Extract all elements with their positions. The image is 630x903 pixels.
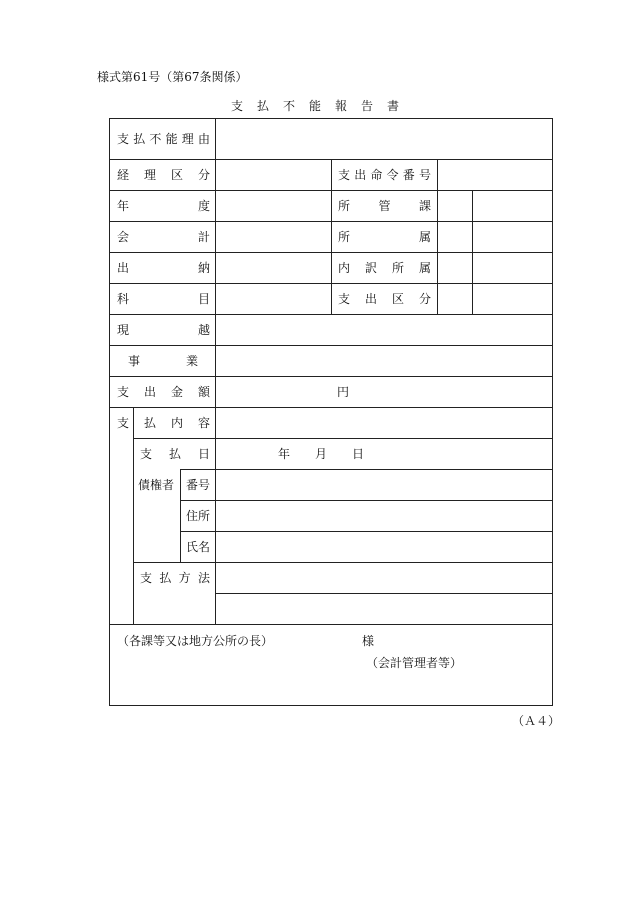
reason-field[interactable] [216, 120, 552, 159]
amount-unit: 円 [337, 385, 350, 399]
expenditure-division-code-field[interactable] [438, 284, 472, 314]
affiliation-name-field[interactable] [473, 222, 552, 252]
accounting-division-field[interactable] [216, 160, 331, 190]
form-number: 様式第61号（第67条関係） [97, 70, 248, 84]
label-breakdown-affiliation: 内 訳 所 属 [338, 261, 431, 275]
label-expenditure-order-number: 支 出 命 令 番 号 [338, 168, 431, 182]
affiliation-code-field[interactable] [438, 222, 472, 252]
label-revenue-expenditure: 出 納 [117, 261, 210, 275]
breakdown-name-field[interactable] [473, 253, 552, 283]
addressee-label: （各課等又は地方公所の長） [117, 634, 274, 648]
label-creditor-name: 氏名 [186, 540, 211, 554]
creditor-name-field[interactable] [216, 532, 552, 562]
payment-amount-field[interactable] [216, 377, 552, 407]
project-field[interactable] [216, 346, 552, 376]
revenue-expenditure-field[interactable] [216, 253, 331, 283]
label-payment-method: 支 払 方 法 [140, 571, 210, 585]
date-day-label: 日 [352, 447, 365, 461]
payment-date-field[interactable] [216, 439, 552, 469]
label-creditor-address: 住所 [186, 509, 211, 523]
label-affiliation: 所 属 [338, 230, 431, 244]
expenditure-division-name-field[interactable] [473, 284, 552, 314]
label-creditor-number: 番号 [186, 478, 211, 492]
document-title: 支 払 不 能 報 告 書 [230, 99, 400, 113]
label-current-fund: 現 越 [117, 323, 210, 337]
label-account: 会 計 [117, 230, 210, 244]
breakdown-code-field[interactable] [438, 253, 472, 283]
department-name-field[interactable] [473, 191, 552, 221]
label-payment-inability-reason: 支 払 不 能 理 由 [117, 132, 210, 146]
paper-size-label: （Ａ４） [512, 714, 561, 728]
creditor-address-field[interactable] [216, 501, 552, 531]
payment-method-field-2[interactable] [216, 594, 552, 624]
label-expenditure-division: 支 出 区 分 [338, 292, 431, 306]
fiscal-year-field[interactable] [216, 191, 331, 221]
date-month-label: 月 [315, 447, 328, 461]
report-form-table [109, 118, 553, 706]
account-field[interactable] [216, 222, 331, 252]
honorific-label: 様 [362, 634, 375, 648]
label-payment-details: 支 払 内 容 [117, 416, 210, 430]
payment-method-field[interactable] [216, 563, 552, 593]
label-payment-date: 支 払 日 [140, 447, 210, 461]
label-department: 所 管 課 [338, 199, 431, 213]
order-number-field[interactable] [438, 160, 552, 190]
label-payment-amount: 支 出 金 額 [117, 385, 210, 399]
current-fund-field[interactable] [216, 315, 552, 345]
payment-details-field[interactable] [216, 408, 552, 438]
date-year-label: 年 [278, 447, 291, 461]
label-creditor: 債権者 [138, 478, 175, 492]
label-accounting-division: 経 理 区 分 [117, 168, 210, 182]
label-item: 科 目 [117, 292, 210, 306]
sender-label: （会計管理者等） [366, 656, 463, 670]
department-code-field[interactable] [438, 191, 472, 221]
item-field[interactable] [216, 284, 331, 314]
label-fiscal-year: 年 度 [117, 199, 210, 213]
label-project: 事 業 [128, 354, 198, 368]
creditor-number-field[interactable] [216, 470, 552, 500]
